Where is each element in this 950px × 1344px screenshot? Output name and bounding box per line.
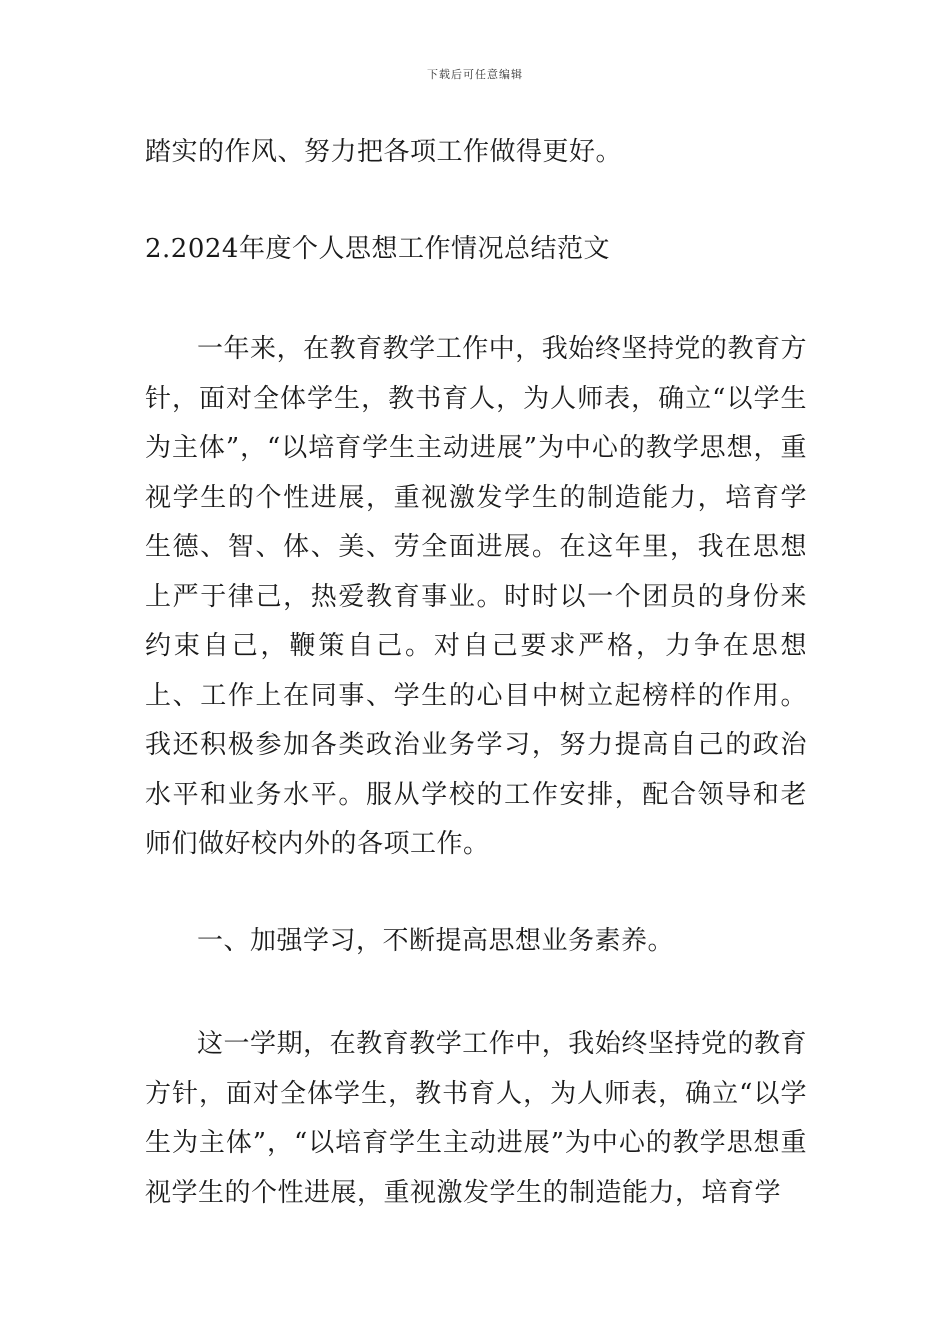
section-title: 2.2024年度个人思想工作情况总结范文 xyxy=(145,234,610,264)
page-header-note: 下载后可任意编辑 xyxy=(427,68,523,81)
body-paragraph-2: 这一学期，在教育教学工作中，我始终坚持党的教育方针，面对全体学生，教书育人，为人师表，确立“以学生为主体”，“以培育学生主动进展”为中心的教学思想重视学生的个性进展，重视激发学生的制造能力，培育学 xyxy=(145,1029,807,1208)
body-paragraph-1: 一年来，在教育教学工作中，我始终坚持党的教育方针，面对全体学生，教书育人，为人师表，确立“以学生为主体”，“以培育学生主动进展”为中心的教学思想，重视学生的个性进展，重视激发学生的制造能力，培育学生德、智、体、美、劳全面进展。在这年里，我在思想上严于律己，热爱教育事业。时时以一个团员的身份来约束自己，鞭策自己。对自己要求严格，力争在思想上、工作上在同事、学生的心目中树立起榜样的作用。我还积极参加各类政治业务学习，努力提高自己的政治水平和业务水平。服从学校的工作安排，配合领导和老师们做好校内外的各项工作。 xyxy=(145,334,807,859)
carryover-line: 踏实的作风、努力把各项工作做得更好。 xyxy=(145,137,623,167)
subsection-heading: 一、加强学习，不断提高思想业务素养。 xyxy=(197,926,675,956)
